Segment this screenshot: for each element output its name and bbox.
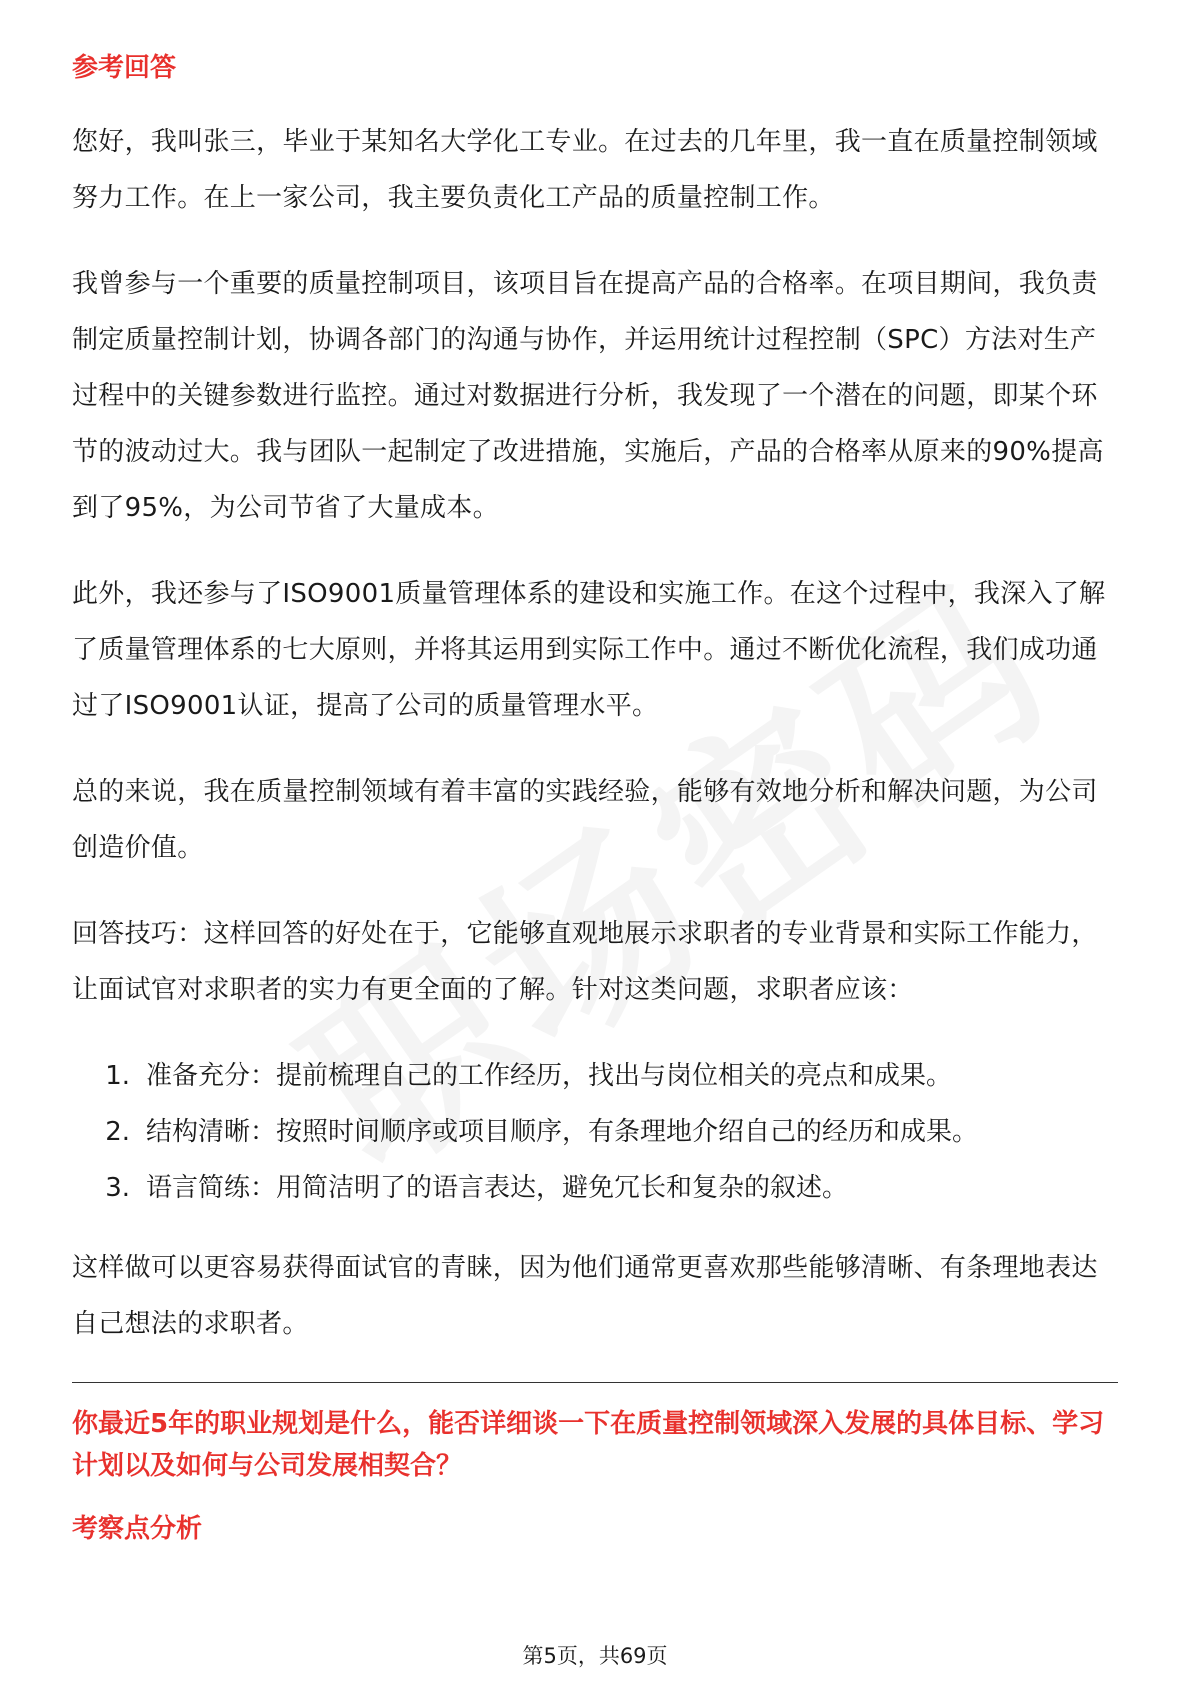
answer-paragraph-2: 我曾参与一个重要的质量控制项目，该项目旨在提高产品的合格率。在项目期间，我负责制定质量控制计划，协调各部门的沟通与协作，并运用统计过程控制（SPC）方法对生产过程中的关键参数进行监控。通过对数据进行分析，我发现了一个潜在的问题，即某个环节的波动过大。我与团队一起制定了改进措施，实施后，产品的合格率从原来的90%提高到了95%，为公司节省了大量成本。: [72, 269, 1104, 523]
answer-paragraph-4: 总的来说，我在质量控制领域有着丰富的实践经验，能够有效地分析和解决问题，为公司创造价值。: [72, 777, 1098, 863]
section-heading-analysis: 考察点分析: [72, 1514, 203, 1544]
document-page: [72, 48, 1118, 1549]
list-item-number: 3.: [105, 1173, 130, 1203]
list-item-text: 准备充分：提前梳理自己的工作经历，找出与岗位相关的亮点和成果。: [146, 1061, 953, 1091]
page-number-footer: 第5页，共69页: [522, 1644, 668, 1668]
list-item-text: 结构清晰：按照时间顺序或项目顺序，有条理地介绍自己的经历和成果。: [146, 1117, 979, 1147]
section-divider: [72, 1382, 1118, 1383]
list-item: [72, 1160, 1118, 1216]
answer-paragraph-1: 您好，我叫张三，毕业于某知名大学化工专业。在过去的几年里，我一直在质量控制领域努力工作。在上一家公司，我主要负责化工产品的质量控制工作。: [72, 127, 1098, 213]
next-question: 你最近5年的职业规划是什么，能否详细谈一下在质量控制领域深入发展的具体目标、学习计划以及如何与公司发展相契合？: [72, 1409, 1105, 1481]
list-item-number: 1.: [105, 1061, 130, 1091]
closing-paragraph: 这样做可以更容易获得面试官的青睐，因为他们通常更喜欢那些能够清晰、有条理地表达自己想法的求职者。: [72, 1253, 1098, 1339]
answer-paragraph-3: 此外，我还参与了ISO9001质量管理体系的建设和实施工作。在这个过程中，我深入了解了质量管理体系的七大原则，并将其运用到实际工作中。通过不断优化流程，我们成功通过了ISO9001认证，提高了公司的质量管理水平。: [72, 579, 1106, 721]
list-item-number: 2.: [105, 1117, 130, 1147]
list-item: [72, 1048, 1118, 1104]
list-item-text: 语言简练：用简洁明了的语言表达，避免冗长和复杂的叙述。: [146, 1173, 849, 1203]
tips-list: [72, 1048, 1118, 1216]
section-heading-reference-answer: 参考回答: [72, 53, 177, 83]
list-item: [72, 1104, 1118, 1160]
answer-tips-intro: 回答技巧：这样回答的好处在于，它能够直观地展示求职者的专业背景和实际工作能力，让面试官对求职者的实力有更全面的了解。针对这类问题，求职者应该：: [72, 919, 1098, 1005]
